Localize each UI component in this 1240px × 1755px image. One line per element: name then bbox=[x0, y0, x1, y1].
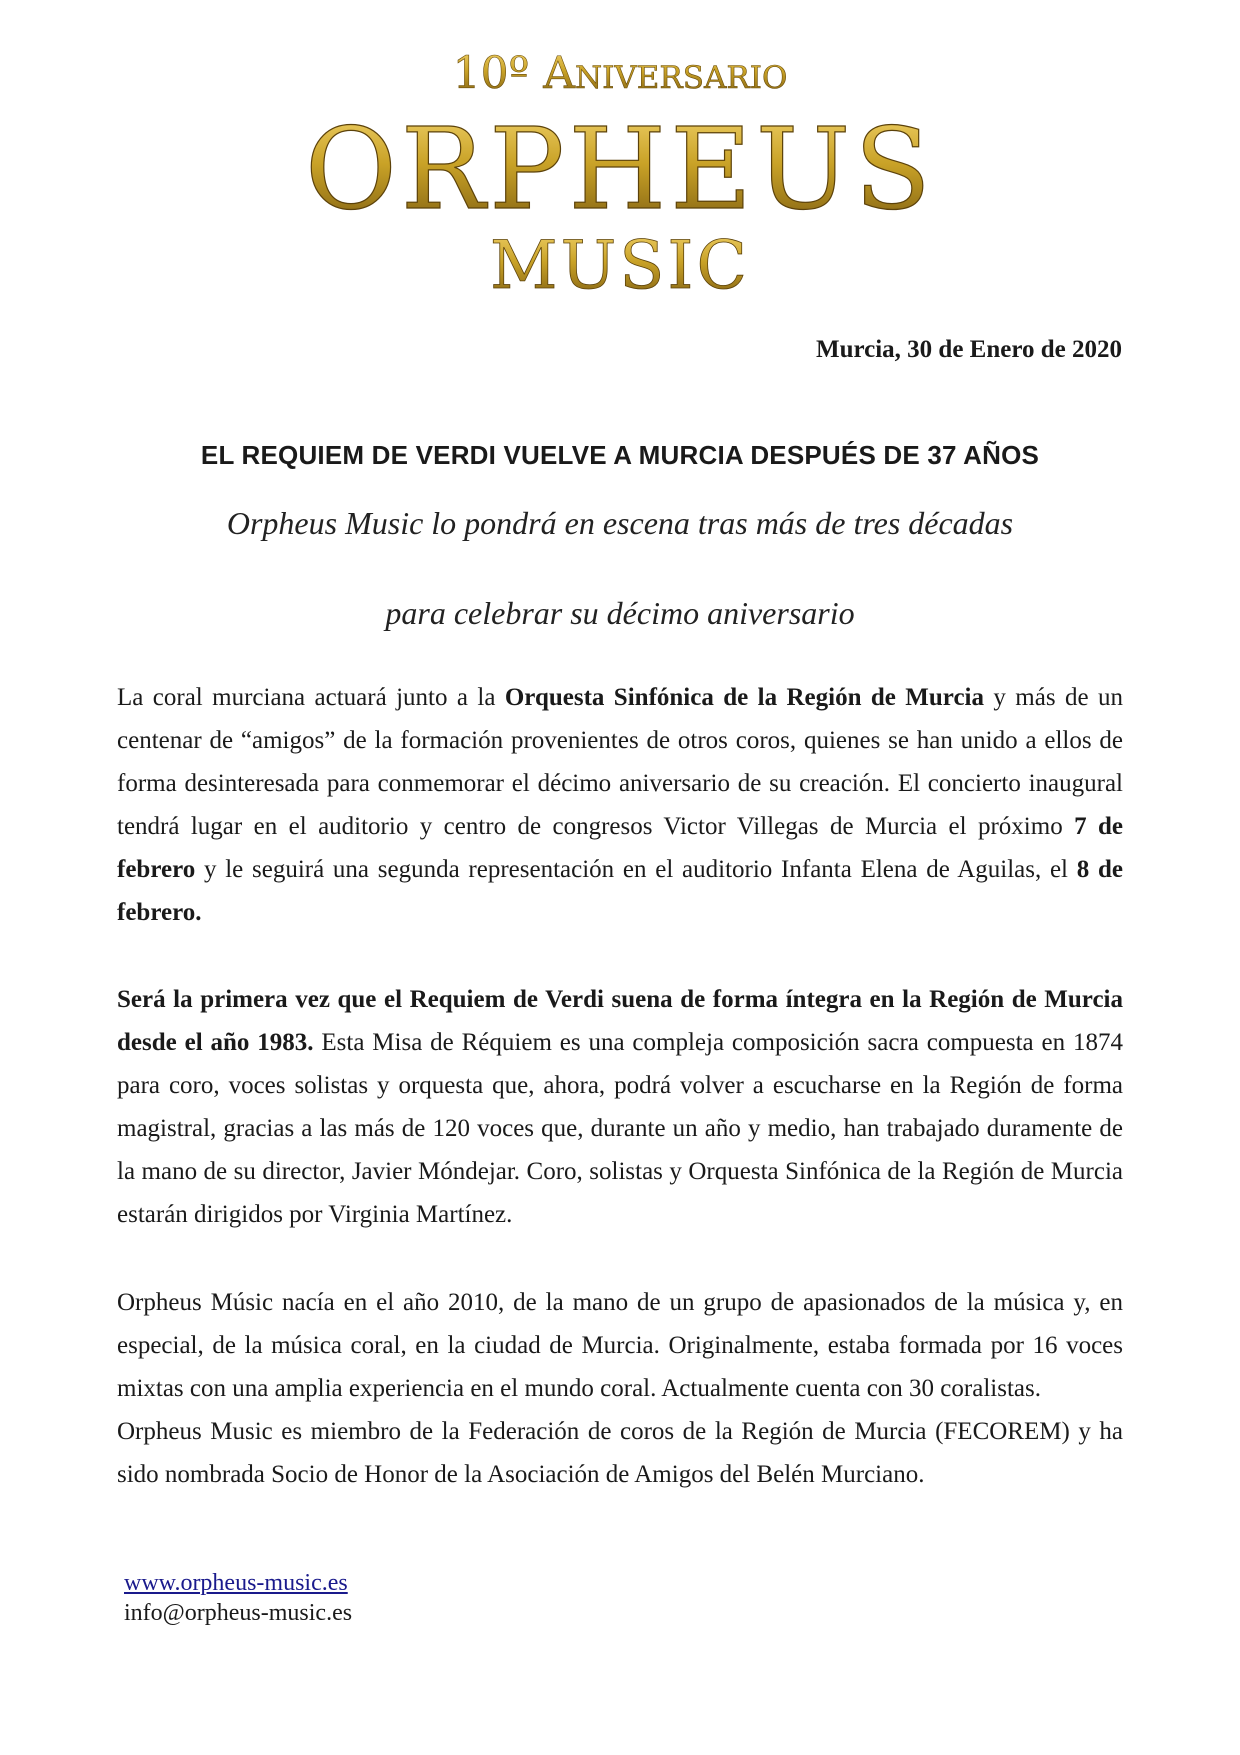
headline: EL REQUIEM DE VERDI VUELVE A MURCIA DESPUÉS DE 37 AÑOS bbox=[200, 440, 1040, 470]
footer-contact bbox=[124, 1568, 352, 1628]
press-date: Murcia, 30 de Enero de 2020 bbox=[815, 336, 1122, 363]
paragraph-membership: Orpheus Music es miembro de la Federación de coros de la Región de Murcia (FECOREM) y ha sido nombrada Socio de Honor de la Asociación de Amigos del Belén Murciano. bbox=[117, 1418, 1123, 1488]
orpheus-music-logo bbox=[0, 50, 1240, 300]
paragraph-concert bbox=[117, 676, 1123, 934]
subtitle-line-1: Orpheus Music lo pondrá en escena tras más de tres décadas bbox=[226, 505, 1014, 541]
website-link[interactable]: www.orpheus-music.es bbox=[124, 1570, 348, 1596]
concert-date-1: 7 de febrero bbox=[117, 813, 1123, 883]
paragraph-requiem bbox=[117, 978, 1123, 1236]
subtitle-line-2: para celebrar su décimo aniversario bbox=[385, 595, 855, 631]
logo-orpheus-text: ORPHEUS bbox=[304, 105, 936, 235]
paragraph-history: Orpheus Músic nacía en el año 2010, de la mano de un grupo de apasionados de la música y, en especial, de la música coral, en la ciudad de Murcia. Originalmente, estaba formada por 16 voces mixtas con una amplia experiencia en el mundo coral. Actualmente cuenta con 30 coralistas. bbox=[117, 1289, 1123, 1402]
contact-email: info@orpheus-music.es bbox=[124, 1600, 353, 1626]
requiem-highlight: Será la primera vez que el Requiem de Verdi suena de forma íntegra en la Región de Murcia desde el año 1983. bbox=[117, 986, 1123, 1056]
logo-anniversary-text: 10º Aniversario bbox=[452, 50, 788, 99]
orchestra-name: Orquesta Sinfónica de la Región de Murcia bbox=[504, 684, 984, 711]
logo-music-text: MUSIC bbox=[490, 227, 750, 300]
paragraph-text: Esta Misa de Réquiem es una compleja composición sacra compuesta en 1874 para coro, voces solistas y orquesta que, ahora, podrá volver a escucharse en la Región de forma magistral, gracias a las más de 120 voces que, durante un año y medio, han trabajado duramente de la mano de su director, Javier Móndejar. Coro, solistas y Orquesta Sinfónica de la Región de Murcia estarán dirigidos por Virginia Martínez. bbox=[117, 1029, 1123, 1228]
concert-date-2: 8 de febrero. bbox=[117, 856, 1123, 926]
paragraph-text: y más de un centenar de “amigos” de la formación provenientes de otros coros, quienes se han unido a ellos de forma desinteresada para conmemorar el décimo aniversario de su creación. El concierto inaugural tendrá lugar en el auditorio y centro de congresos Victor Villegas de Murcia el próximo bbox=[117, 684, 1123, 840]
paragraph-text: La coral murciana actuará junto a la bbox=[117, 684, 505, 711]
paragraph-text: y le seguirá una segunda representación en el auditorio Infanta Elena de Aguilas, el bbox=[195, 856, 1077, 883]
